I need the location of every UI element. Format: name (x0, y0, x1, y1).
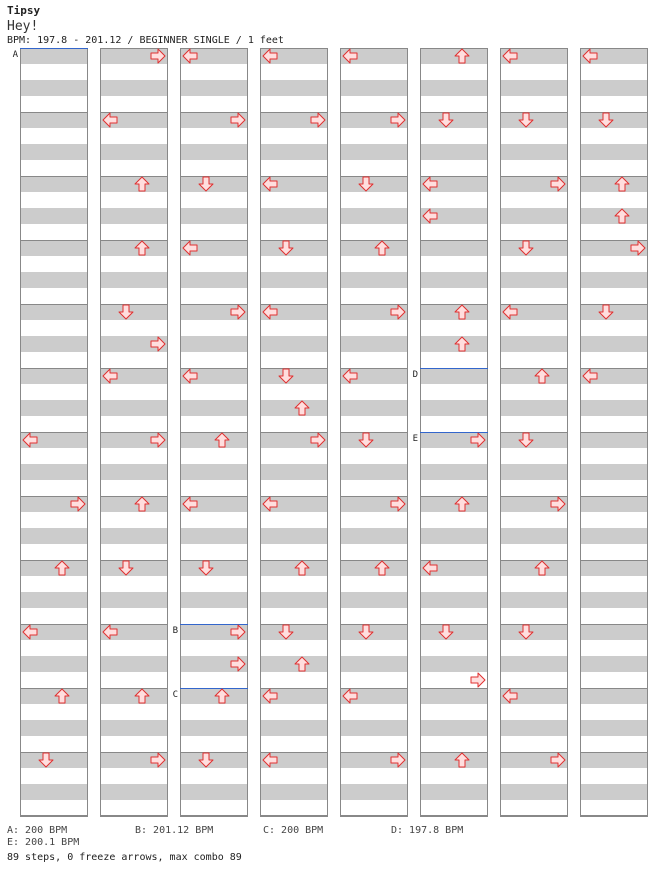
beat-band (100, 720, 168, 736)
beat-band (420, 656, 488, 672)
beat-band (180, 336, 248, 352)
beat-band (420, 304, 488, 320)
beat-band (420, 720, 488, 736)
beat-band (580, 784, 648, 800)
beat-band (340, 720, 408, 736)
beat-band (420, 272, 488, 288)
beat-band (20, 80, 88, 96)
beat-band (340, 432, 408, 448)
beat-band (20, 784, 88, 800)
beat-band (180, 752, 248, 768)
beat-band (500, 432, 568, 448)
beat-band (260, 656, 328, 672)
beat-band (180, 176, 248, 192)
beat-band (260, 240, 328, 256)
beat-band (500, 112, 568, 128)
beat-band (420, 688, 488, 704)
beat-band (180, 400, 248, 416)
beat-band (420, 496, 488, 512)
beat-band (580, 400, 648, 416)
beat-band (180, 784, 248, 800)
beat-band (420, 112, 488, 128)
beat-band (580, 272, 648, 288)
beat-band (20, 272, 88, 288)
beat-band (20, 304, 88, 320)
beat-band (580, 336, 648, 352)
song-title: Tipsy (7, 4, 41, 17)
beat-band (180, 208, 248, 224)
beat-band (500, 656, 568, 672)
beat-band (20, 464, 88, 480)
beat-band (20, 48, 88, 64)
beat-band (580, 592, 648, 608)
beat-band (580, 144, 648, 160)
beat-band (580, 656, 648, 672)
beat-band (500, 592, 568, 608)
beat-band (180, 720, 248, 736)
beat-band (500, 272, 568, 288)
beat-band (580, 208, 648, 224)
beat-band (100, 464, 168, 480)
beat-band (420, 336, 488, 352)
beat-band (260, 560, 328, 576)
beat-band (340, 624, 408, 640)
beat-band (500, 368, 568, 384)
beat-band (500, 400, 568, 416)
beat-band (340, 272, 408, 288)
bpm-legend-item: C: 200 BPM (263, 825, 324, 836)
beat-band (20, 592, 88, 608)
beat-band (420, 144, 488, 160)
beat-band (180, 272, 248, 288)
beat-band (420, 624, 488, 640)
beat-band (500, 560, 568, 576)
bpm-legend-item: D: 197.8 BPM (391, 825, 464, 836)
beat-band (420, 752, 488, 768)
beat-band (340, 656, 408, 672)
beat-band (100, 560, 168, 576)
beat-band (180, 688, 248, 704)
beat-band (420, 240, 488, 256)
chart-info: BPM: 197.8 - 201.12 / BEGINNER SINGLE / 1 feet (7, 35, 284, 46)
beat-band (20, 528, 88, 544)
beat-band (580, 176, 648, 192)
beat-band (340, 560, 408, 576)
beat-band (500, 784, 568, 800)
beat-band (500, 144, 568, 160)
beat-band (340, 176, 408, 192)
beat-band (580, 304, 648, 320)
beat-band (260, 336, 328, 352)
beat-band (20, 368, 88, 384)
beat-band (500, 720, 568, 736)
beat-band (260, 272, 328, 288)
beat-band (100, 208, 168, 224)
beat-band (180, 464, 248, 480)
beat-band (420, 784, 488, 800)
beat-band (20, 720, 88, 736)
beat-band (20, 400, 88, 416)
beat-band (340, 80, 408, 96)
beat-band (100, 240, 168, 256)
beat-band (580, 496, 648, 512)
beat-band (580, 560, 648, 576)
beat-band (580, 432, 648, 448)
beat-band (20, 688, 88, 704)
beat-band (100, 528, 168, 544)
beat-band (260, 368, 328, 384)
beat-band (100, 144, 168, 160)
beat-band (180, 560, 248, 576)
beat-band (180, 528, 248, 544)
bpm-legend-item: E: 200.1 BPM (7, 837, 80, 848)
beat-band (580, 112, 648, 128)
bpm-change-label: C (172, 690, 178, 700)
beat-band (580, 752, 648, 768)
beat-band (260, 464, 328, 480)
beat-band (100, 592, 168, 608)
beat-band (580, 80, 648, 96)
bpm-change-label: A (12, 50, 18, 60)
beat-band (500, 208, 568, 224)
beat-band (100, 688, 168, 704)
beat-band (180, 80, 248, 96)
beat-band (260, 784, 328, 800)
beat-band (580, 720, 648, 736)
beat-band (20, 112, 88, 128)
beat-band (500, 464, 568, 480)
beat-band (420, 464, 488, 480)
beat-band (340, 336, 408, 352)
beat-band (260, 80, 328, 96)
beat-band (100, 304, 168, 320)
beat-band (580, 464, 648, 480)
beat-band (100, 656, 168, 672)
beat-band (420, 368, 488, 384)
beat-band (260, 624, 328, 640)
beat-band (340, 240, 408, 256)
beat-band (500, 80, 568, 96)
beat-band (20, 336, 88, 352)
beat-band (340, 464, 408, 480)
beat-band (500, 240, 568, 256)
bpm-change-label: B (172, 626, 178, 636)
beat-band (260, 400, 328, 416)
beat-band (340, 208, 408, 224)
beat-band (260, 144, 328, 160)
beat-band (100, 176, 168, 192)
bpm-legend-item: A: 200 BPM (7, 825, 68, 836)
beat-band (260, 528, 328, 544)
beat-band (180, 592, 248, 608)
beat-band (20, 176, 88, 192)
beat-band (340, 784, 408, 800)
beat-band (260, 592, 328, 608)
beat-band (20, 560, 88, 576)
beat-band (20, 656, 88, 672)
beat-band (500, 336, 568, 352)
bpm-change-label: E (412, 434, 418, 444)
beat-band (420, 400, 488, 416)
beat-band (20, 240, 88, 256)
footer-stats: 89 steps, 0 freeze arrows, max combo 89 (7, 852, 242, 863)
beat-band (580, 624, 648, 640)
beat-band (420, 592, 488, 608)
beat-band (340, 144, 408, 160)
beat-band (20, 208, 88, 224)
bpm-legend-item: B: 201.12 BPM (135, 825, 214, 836)
beat-band (100, 400, 168, 416)
beat-band (340, 528, 408, 544)
beat-band (580, 528, 648, 544)
bpm-change-label: D (412, 370, 418, 380)
beat-band (180, 432, 248, 448)
beat-band (260, 720, 328, 736)
beat-band (180, 144, 248, 160)
beat-band (500, 528, 568, 544)
beat-band (340, 400, 408, 416)
beat-band (420, 48, 488, 64)
beat-band (340, 592, 408, 608)
beat-band (420, 528, 488, 544)
beat-band (500, 624, 568, 640)
beat-band (260, 208, 328, 224)
song-subtitle: Hey! (7, 19, 39, 34)
beat-band (580, 688, 648, 704)
beat-band (100, 784, 168, 800)
beat-band (20, 752, 88, 768)
beat-band (100, 272, 168, 288)
beat-band (20, 144, 88, 160)
beat-band (100, 80, 168, 96)
beat-band (420, 80, 488, 96)
beat-band (100, 496, 168, 512)
